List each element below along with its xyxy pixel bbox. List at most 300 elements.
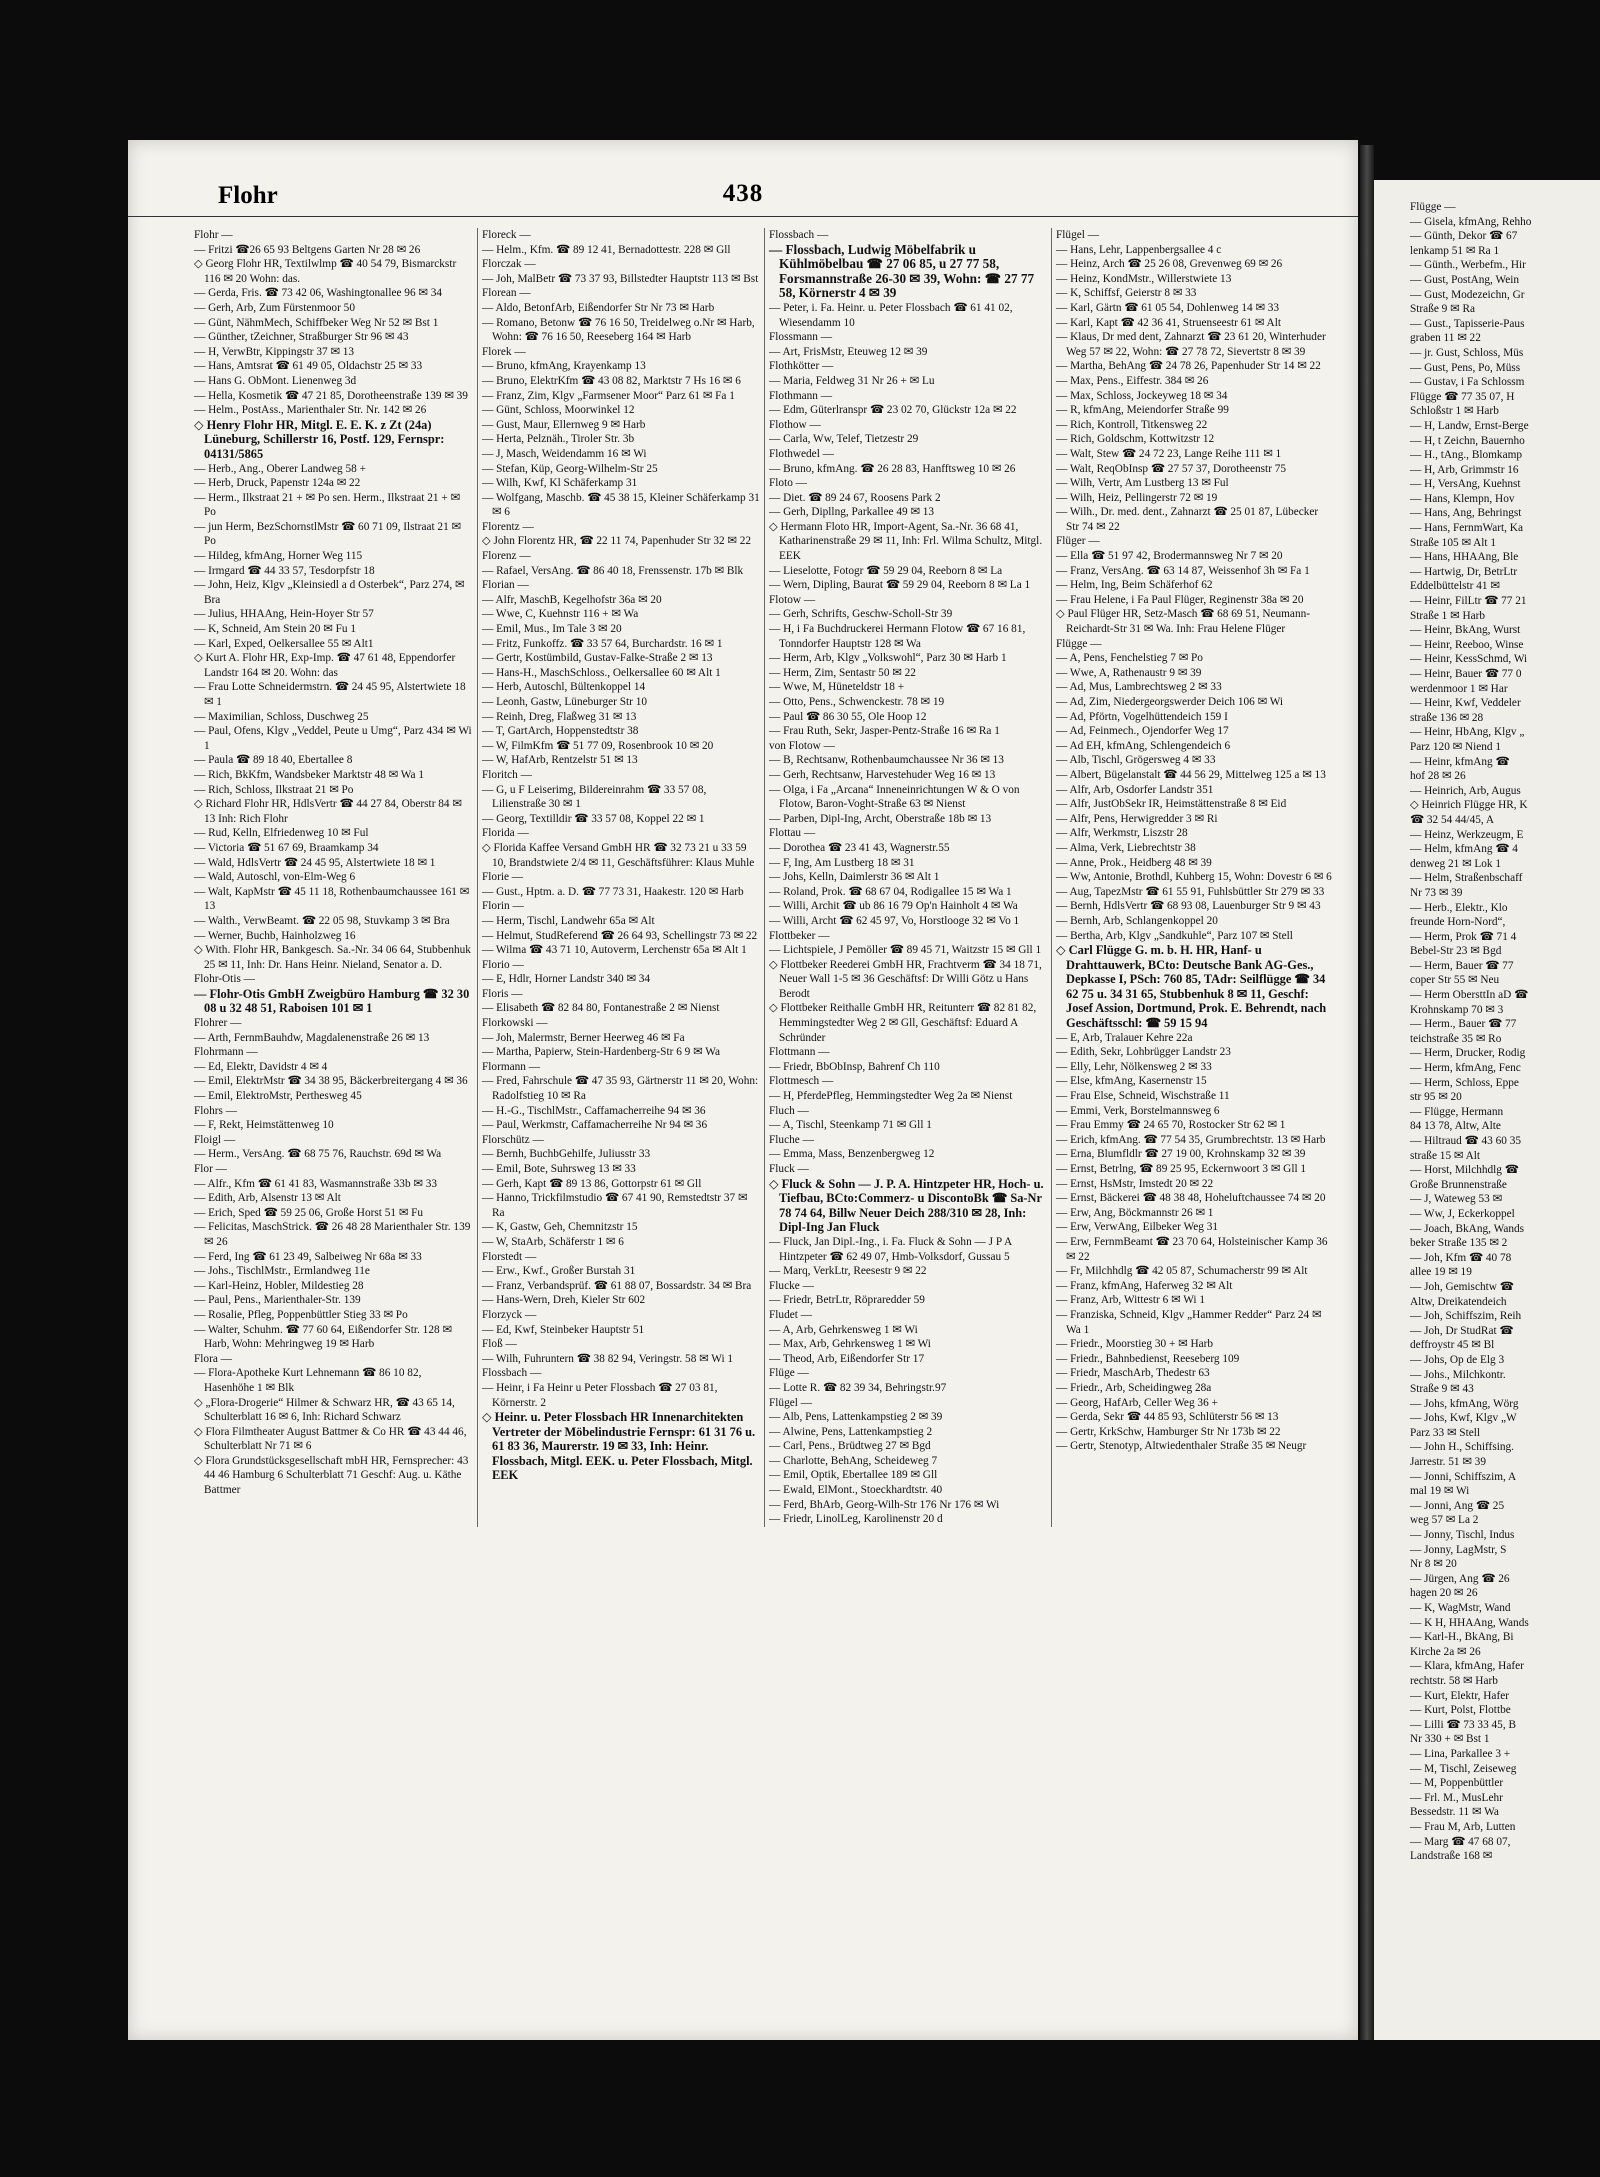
directory-entry: — Alfr, Arb, Osdorfer Landstr 351 [1056, 783, 1214, 796]
next-page-line: coper Str 55 ✉ Neu [1410, 974, 1500, 987]
next-page-line: freunde Horn-Nord“, [1410, 916, 1506, 929]
directory-entry: — Friedr., Bahnbedienst, Reeseberg 109 [1056, 1352, 1240, 1365]
directory-entry: — Wald, HdlsVertr ☎ 24 45 95, Alstertwiete 18 ✉ 1 [194, 856, 436, 869]
directory-entry: — Wilh, Kwf, Kl Schäferkamp 31 [482, 477, 638, 490]
directory-entry: — Edith, Sekr, Lohbrügger Landstr 23 [1056, 1046, 1231, 1059]
directory-entry: — Gerh, Rechtsanw, Harvestehuder Weg 16 ✉ 13 [769, 768, 996, 781]
next-page-line: — Marg ☎ 47 68 07, [1410, 1835, 1511, 1848]
next-page-line: Große Brunnenstraße [1410, 1178, 1507, 1191]
directory-entry: Flottmann — [769, 1046, 830, 1059]
next-page-line: — Herm, Drucker, Rodig [1410, 1047, 1526, 1060]
directory-entry: — Günt, Schloss, Moorwinkel 12 [482, 404, 635, 417]
directory-entry: Flor — [194, 1163, 227, 1175]
directory-entry: — Helm., Kfm. ☎ 89 12 41, Bernadottestr. 228 ✉ Gll [482, 243, 731, 256]
next-page-line: denweg 21 ✉ Lok 1 [1410, 857, 1502, 870]
directory-entry: — Reinh, Dreg, Flaßweg 31 ✉ 13 [482, 710, 637, 723]
directory-entry: — Helm., PostAss., Marienthaler Str. Nr. 142 ✉ 26 [194, 404, 427, 417]
directory-entry: — Dorothea ☎ 23 41 43, Wagnerstr.55 [769, 841, 950, 854]
next-page-line: ☎ 32 54 44/45, A [1410, 813, 1495, 826]
next-page-line: graben 11 ✉ 22 [1410, 332, 1481, 345]
next-page-line: Straße 9 ✉ Ra [1410, 303, 1475, 316]
directory-entry: Flothkötter — [769, 360, 834, 373]
next-page-line: Altw, Dreikatendeich [1410, 1295, 1507, 1308]
next-page-line: Bessedstr. 11 ✉ Wa [1410, 1806, 1499, 1819]
directory-column-1 [190, 228, 477, 1527]
next-page-line: — Heinr, Kwf, Veddeler [1410, 697, 1521, 710]
next-page-line: — Gust, PostAng, Wein [1410, 273, 1520, 286]
next-page-line: — Flügge, Hermann [1410, 1105, 1504, 1118]
directory-entry: — Herm, Arb, Klgv „Volkswohl“, Parz 30 ✉ Harb 1 [769, 652, 1007, 665]
directory-entry: — H, VerwBtr, Kippingstr 37 ✉ 13 [194, 345, 355, 358]
next-page-line: Krohnskamp 70 ✉ 3 [1410, 1003, 1504, 1016]
directory-entry: ◇ Florida Kaffee Versand GmbH HR ☎ 32 73 21 u 33 59 10, Brandstwiete 2/4 ✉ 11, Geschäftsführer: Klaus Muhle [482, 841, 755, 869]
directory-entry: — W, FilmKfm ☎ 51 77 09, Rosenbrook 10 ✉ 20 [482, 739, 714, 752]
directory-entry: — Johs, Kelln, Daimlerstr 36 ✉ Alt 1 [769, 871, 940, 884]
directory-entry: — Flohr-Otis GmbH Zweigbüro Hamburg ☎ 32 30 08 u 32 48 51, Raboisen 101 ✉ 1 [194, 986, 470, 1016]
next-page-line: — Frl. M., MusLehr [1410, 1791, 1503, 1804]
next-page-line: weg 57 ✉ La 2 [1410, 1514, 1479, 1527]
directory-entry: — Max, Arb, Gehrkensweg 1 ✉ Wi [769, 1338, 931, 1351]
directory-entry: — Hans G. ObMont. Lienenweg 3d [194, 374, 357, 387]
directory-entry: — Ad, Mus, Lambrechtsweg 2 ✉ 33 [1056, 681, 1222, 694]
directory-entry: — Gertr, KrkSchw, Hamburger Str Nr 173b ✉ 22 [1056, 1425, 1281, 1438]
directory-entry: Florzyck — [482, 1308, 537, 1321]
next-page-line: ◇ Heinrich Flügge HR, K [1410, 799, 1528, 812]
directory-entry: — Aug, TapezMstr ☎ 61 55 91, Fuhlsbüttler Str 279 ✉ 33 [1056, 885, 1325, 898]
directory-column-2 [477, 228, 764, 1527]
directory-entry: — Rich, Schloss, Ilkstraat 21 ✉ Po [194, 783, 354, 796]
directory-entry: — Erich, kfmAng. ☎ 77 54 35, Grumbrechtstr. 13 ✉ Harb [1056, 1133, 1326, 1146]
directory-entry: Florian — [482, 579, 529, 592]
directory-entry: — E, Arb, Tralauer Kehre 22a [1056, 1031, 1193, 1044]
directory-entry: — Friedr., Moorstieg 30 + ✉ Harb [1056, 1338, 1214, 1351]
directory-entry: Florczak — [482, 258, 536, 271]
next-page-line: mal 19 ✉ Wi [1410, 1485, 1470, 1498]
directory-entry: Floris — [482, 987, 523, 1000]
next-page-line: Eddelbüttelstr 41 ✉ [1410, 580, 1500, 593]
next-page-line: — Jonny, Tischl, Indus [1410, 1529, 1515, 1542]
directory-entry: — Günther, tZeichner, Straßburger Str 96 ✉ 43 [194, 331, 409, 344]
directory-entry: ◇ Flora Grundstücksgesellschaft mbH HR, Fernsprecher: 43 44 46 Hamburg 6 Schulterblatt 71 Geschf: Aug. u. Käthe Battmer [194, 1454, 469, 1497]
directory-entry: — Rich, Goldschm, Kottwitzstr 12 [1056, 433, 1215, 446]
directory-entry: — Franz, VersAng. ☎ 63 14 87, Weissenhof 3h ✉ Fa 1 [1056, 564, 1310, 577]
next-page-line: beker Straße 135 ✉ 2 [1410, 1237, 1508, 1250]
next-page-line: — Lina, Parkallee 3 + [1410, 1747, 1511, 1760]
next-page-line: Kirche 2a ✉ 26 [1410, 1645, 1481, 1658]
next-page-line: — Herm., Bauer ☎ 77 [1410, 1018, 1517, 1031]
next-page-line: — Herm, kfmAng, Fenc [1410, 1062, 1521, 1075]
directory-entry: — Paul, Werkmstr, Caffamacherreihe Nr 94 ✉ 36 [482, 1119, 708, 1132]
directory-entry: Flohr — [194, 229, 233, 241]
directory-entry: — Klaus, Dr med dent, Zahnarzt ☎ 23 61 20, Winterhuder Weg 57 ✉ 22, Wohn: ☎ 27 78 72, Sievertstr 8 ✉ 39 [1056, 331, 1326, 358]
directory-entry: Florek — [482, 345, 526, 358]
directory-entry: — Fred, Fahrschule ☎ 47 35 93, Gärtnerstr 11 ✉ 20, Wohn: Radolfstieg 10 ✉ Ra [482, 1075, 759, 1103]
directory-entry: — Herm, Tischl, Landwehr 65a ✉ Alt [482, 914, 655, 927]
directory-entry: Fludet — [769, 1308, 812, 1321]
directory-entry: — Irmgard ☎ 44 33 57, Tesdorpfstr 18 [194, 564, 375, 577]
directory-entry: — Ferd, Ing ☎ 61 23 49, Salbeiweg Nr 68a ✉ 33 [194, 1250, 422, 1263]
directory-entry: — Max, Pens., Eiffestr. 384 ✉ 26 [1056, 374, 1209, 387]
next-page-line: — Herm, Bauer ☎ 77 [1410, 959, 1514, 972]
directory-entry: — Alfr, Werkmstr, Liszstr 28 [1056, 827, 1188, 840]
directory-entry: — Alwine, Pens, Lattenkampstieg 2 [769, 1425, 933, 1438]
directory-entry: Flohrs — [194, 1104, 237, 1117]
directory-entry: — Aldo, BetonfArb, Eißendorfer Str Nr 73 ✉ Harb [482, 301, 715, 314]
next-page-line: hof 28 ✉ 26 [1410, 770, 1466, 783]
directory-entry: — Gertr, Kostümbild, Gustav-Falke-Straße 2 ✉ 13 [482, 652, 713, 665]
next-page-line: — Heinz, Werkzeugm, E [1410, 828, 1524, 841]
directory-entry: — Erw, FernmBeamt ☎ 23 70 64, Holsteinischer Kamp 36 ✉ 22 [1056, 1235, 1328, 1263]
directory-entry: — Julius, HHAAng, Hein-Hoyer Str 57 [194, 608, 374, 621]
directory-entry: — Herm., Ilkstraat 21 + ✉ Po sen. Herm., Ilkstraat 21 + ✉ Po [194, 491, 461, 519]
next-page-line: — Kurt, Polst, Flottbe [1410, 1704, 1511, 1717]
directory-entry: — Georg, Textilldir ☎ 33 57 08, Koppel 22 ✉ 1 [482, 812, 705, 825]
directory-entry: Florschütz — [482, 1133, 544, 1146]
next-page-line: — Gust, Pens, Po, Müss [1410, 361, 1521, 374]
directory-entry: — Walt, KapMstr ☎ 45 11 18, Rothenbaumchaussee 161 ✉ 13 [194, 885, 470, 913]
next-page-line: — H, t Zeichn, Bauernho [1410, 434, 1525, 447]
next-page-line: — Lilli ☎ 73 33 45, B [1410, 1718, 1517, 1731]
directory-entry: — Emil, Bote, Suhrsweg 13 ✉ 33 [482, 1163, 636, 1175]
directory-entry: — A, Tischl, Steenkamp 71 ✉ Gll 1 [769, 1119, 932, 1132]
directory-entry: — Erna, Blumfldlr ☎ 27 19 00, Krohnskamp 32 ✉ 39 [1056, 1148, 1306, 1161]
directory-entry: — Parben, Dipl-Ing, Archt, Oberstraße 18b ✉ 13 [769, 812, 992, 825]
next-page-line: — K H, HHAAng, Wands [1410, 1616, 1529, 1629]
directory-entry: — B, Rechtsanw, Rothenbaumchaussee Nr 36 ✉ 13 [769, 754, 1004, 767]
directory-entry: — Frau Helene, i Fa Paul Flüger, Reginenstr 38a ✉ 20 [1056, 593, 1304, 606]
directory-entry: — Karl, Gärtn ☎ 61 05 54, Dohlenweg 14 ✉ 33 [1056, 301, 1280, 314]
next-page-line: — Günth, Dekor ☎ 67 [1410, 230, 1518, 243]
next-page-line: deffroystr 45 ✉ Bl [1410, 1339, 1495, 1352]
page-header [128, 180, 1358, 217]
directory-entry: — Erich, Sped ☎ 59 25 06, Große Horst 51 ✉ Fu [194, 1206, 424, 1219]
directory-entry: — Franziska, Schneid, Klgv „Hammer Redder“ Parz 24 ✉ Wa 1 [1056, 1308, 1322, 1336]
directory-entry: — Wilma ☎ 43 71 10, Autoverm, Lerchenstr 65a ✉ Alt 1 [482, 944, 747, 957]
directory-entry: Floß — [482, 1338, 517, 1351]
directory-entry: Flossbach — [769, 229, 829, 241]
next-page-partial [1374, 180, 1600, 2040]
directory-entry: ◇ With. Flohr HR, Bankgesch. Sa.-Nr. 34 06 64, Stubbenhuk 25 ✉ 11, Inh: Dr. Hans Heinr. Nieland, Senator a. D. [194, 944, 471, 971]
directory-entry: — Ed, Elektr, Davidstr 4 ✉ 4 [194, 1060, 328, 1073]
directory-entry: — jun Herm, BezSchornstlMstr ☎ 60 71 09, Ilstraat 21 ✉ Po [194, 520, 462, 548]
directory-entry: Floto — [769, 477, 807, 490]
directory-entry: — Helm, Ing, Beim Schäferhof 62 [1056, 579, 1213, 592]
next-page-line: — K, WagMstr, Wand [1410, 1602, 1511, 1614]
directory-entry: Flohrer — [194, 1017, 242, 1030]
next-page-line: allee 19 ✉ 19 [1410, 1266, 1472, 1279]
directory-entry: Flügel — [769, 1396, 812, 1409]
directory-entry: — Stefan, Küp, Georg-Wilhelm-Str 25 [482, 462, 658, 475]
directory-entry: Flucke — [769, 1279, 814, 1292]
next-page-line: — Klara, kfmAng, Hafer [1410, 1660, 1524, 1673]
directory-entry: — Olga, i Fa „Arcana“ Inneneinrichtungen W & O von Flotow, Baron-Voght-Straße 63 ✉ Nienst [769, 783, 1020, 811]
directory-entry: — Arth, FernmBauhdw, Magdalenenstraße 26 ✉ 13 [194, 1031, 430, 1044]
directory-entry: — W, HafArb, Rentzelstr 51 ✉ 13 [482, 754, 638, 767]
next-page-line: Straße 105 ✉ Alt 1 [1410, 536, 1497, 549]
directory-entry: — Carla, Ww, Telef, Tietzestr 29 [769, 433, 919, 446]
next-page-line: Straße 9 ✉ 43 [1410, 1383, 1474, 1396]
next-page-line: Straße 1 ✉ Harb [1410, 609, 1486, 622]
directory-entry: — Alb, Tischl, Grögersweg 4 ✉ 33 [1056, 754, 1216, 767]
directory-entry: ◇ Richard Flohr HR, HdlsVertr ☎ 44 27 84, Oberstr 84 ✉ 13 Inh: Rich Flohr [194, 798, 462, 825]
directory-entry: — Rich, BkKfm, Wandsbeker Marktstr 48 ✉ Wa 1 [194, 768, 424, 781]
next-page-line: — J, Wateweg 53 ✉ [1410, 1193, 1503, 1206]
directory-entry: — H.-G., TischlMstr., Caffamacherreihe 94 ✉ 36 [482, 1104, 706, 1117]
directory-entry: — Erw., Kwf., Großer Burstah 31 [482, 1265, 636, 1278]
directory-entry: — Gerh, Arb, Zum Fürstenmoor 50 [194, 301, 355, 314]
directory-entry: — E, Hdlr, Horner Landstr 340 ✉ 34 [482, 973, 651, 986]
directory-entry: — Theod, Arb, Eißendorfer Str 17 [769, 1352, 925, 1365]
directory-entry: ◇ Georg Flohr HR, Textilwlmp ☎ 40 54 79, Bismarckstr 116 ✉ 20 Wohn: das. [194, 258, 457, 285]
next-page-line: — M, Tischl, Zeiseweg [1410, 1762, 1517, 1775]
next-page-line: str 95 ✉ 20 [1410, 1091, 1462, 1104]
directory-entry: — Frau Emmy ☎ 24 65 70, Rostocker Str 62 ✉ 1 [1056, 1119, 1286, 1132]
directory-entry: — Bruno, kfmAng. ☎ 26 28 83, Hanfftsweg 10 ✉ 26 [769, 462, 1016, 475]
directory-entry: — Karl, Kapt ☎ 42 36 41, Struenseestr 61 ✉ Alt [1056, 316, 1281, 329]
directory-entry: — Alfr, JustObSekr IR, Heimstättenstraße 8 ✉ Eid [1056, 798, 1287, 811]
next-page-line: Landstraße 168 ✉ [1410, 1850, 1493, 1863]
directory-entry: Flothow — [769, 418, 821, 431]
directory-entry: Flohr-Otis — [194, 973, 255, 986]
directory-entry: — Hildeg, kfmAng, Horner Weg 115 [194, 550, 363, 563]
directory-entry: — Bruno, ElektrKfm ☎ 43 08 82, Marktstr 7 Hs 16 ✉ 6 [482, 374, 741, 387]
directory-entry: — Walt, Stew ☎ 24 72 23, Lange Reihe 111 ✉ 1 [1056, 447, 1282, 460]
next-page-line: — Jonni, Ang ☎ 25 [1410, 1499, 1505, 1512]
directory-entry: — Gust, Maur, Ellernweg 9 ✉ Harb [482, 418, 646, 431]
directory-entry: — Emmi, Verk, Borstelmannsweg 6 [1056, 1104, 1220, 1117]
next-page-line: 84 13 78, Altw, Alte [1410, 1120, 1501, 1133]
directory-entry: — Fr, Milchhdlg ☎ 42 05 87, Schumacherstr 99 ✉ Alt [1056, 1265, 1308, 1278]
directory-entry: — Bernh, Arb, Schlangenkoppel 20 [1056, 914, 1218, 927]
directory-entry: — Art, FrisMstr, Eteuweg 12 ✉ 39 [769, 345, 928, 358]
directory-entry: — Herb, Druck, Papenstr 124a ✉ 22 [194, 477, 361, 490]
directory-entry: — Ewald, ElMont., Stoeckhardtstr. 40 [769, 1484, 943, 1497]
directory-entry: — Erw, Ang, Böckmannstr 26 ✉ 1 [1056, 1206, 1214, 1219]
next-page-line: — Ww, J, Eckerkoppel [1410, 1207, 1515, 1220]
directory-entry: Floritch — [482, 768, 532, 781]
next-page-line: — Johs., Milchkontr. [1410, 1368, 1506, 1381]
directory-entry: Flossbach — [482, 1367, 542, 1380]
directory-entry: Florstedt — [482, 1250, 537, 1263]
next-page-line: Parz 33 ✉ Stell [1410, 1426, 1481, 1439]
directory-entry: — Alma, Verk, Liebrechtstr 38 [1056, 841, 1196, 854]
directory-entry: — Walt, ReqObInsp ☎ 27 57 37, Dorotheenstr 75 [1056, 462, 1287, 475]
directory-entry: — Werner, Buchb, Hainholzweg 16 [194, 929, 356, 942]
directory-entry: — Joh, MalBetr ☎ 73 37 93, Billstedter Hauptstr 113 ✉ Bst [482, 272, 759, 285]
next-page-line: — Hans, Ang, Behringst [1410, 507, 1522, 520]
directory-entry: ◇ Flottbeker Reederei GmbH HR, Frachtverm ☎ 34 18 71, Neuer Wall 1-5 ✉ 36 Geschäftsf: Dr Willi Götz u Hans Berodt [769, 958, 1042, 1000]
directory-entry: Florenz — [482, 550, 531, 563]
directory-entry: — H, i Fa Buchdruckerei Hermann Flotow ☎ 67 16 81, Tonndorfer Hauptstr 128 ✉ Wa [769, 623, 1026, 650]
next-page-line: Parz 120 ✉ Niend 1 [1410, 740, 1502, 753]
directory-entry: — Ella ☎ 51 97 42, Brodermannsweg Nr 7 ✉ 20 [1056, 550, 1283, 563]
directory-entry: Florkowski — [482, 1017, 548, 1030]
directory-entry: Flüger — [1056, 535, 1100, 548]
next-page-line: Bebel-Str 23 ✉ Bgd [1410, 945, 1502, 958]
directory-entry: Flottau — [769, 827, 816, 840]
directory-entry: — Walter, Schuhm. ☎ 77 60 64, Eißendorfer Str. 128 ✉ Harb, Wohn: Mehringweg 19 ✉ Harb [194, 1323, 452, 1351]
next-page-line: straße 15 ✉ Alt [1410, 1149, 1481, 1162]
directory-entry: ◇ Fluck & Sohn — J. P. A. Hintzpeter HR, Hoch- u. Tiefbau, BCto:Commerz- u DiscontoBk ☎ Sa-Nr 78 74 64, Billw Neuer Deich 288/310 ✉ 28, Inh: Dipl-Ing Jan Fluck [769, 1176, 1044, 1235]
next-page-line: — H., tAng., Blomkamp [1410, 449, 1523, 462]
next-page-line: — Joh, Dr StudRat ☎ [1410, 1324, 1514, 1337]
next-page-line: hagen 20 ✉ 26 [1410, 1587, 1478, 1600]
next-page-line: werdenmoor 1 ✉ Har [1410, 682, 1508, 695]
directory-page [128, 140, 1358, 2040]
directory-entry: — Albert, Bügelanstalt ☎ 44 56 29, Mittelweg 125 a ✉ 13 [1056, 768, 1326, 781]
next-page-line: — Herb., Elektr., Klo [1410, 901, 1508, 914]
directory-entry: — Friedr, MaschArb, Thedestr 63 [1056, 1367, 1210, 1380]
directory-entry: — H, PferdePfleg, Hemmingstedter Weg 2a ✉ Nienst [769, 1090, 1013, 1103]
next-page-line: — Heinr, HbAng, Klgv „ [1410, 726, 1525, 739]
directory-entry: Florida — [482, 827, 529, 840]
directory-entry: — A, Arb, Gehrkensweg 1 ✉ Wi [769, 1323, 918, 1336]
directory-entry: — Günt, NähmMech, Schiffbeker Weg Nr 52 ✉ Bst 1 [194, 316, 439, 329]
directory-entry: — Bernh, BuchbGehilfe, Juliusstr 33 [482, 1148, 651, 1161]
directory-entry: — Hans, Lehr, Lappenbergsallee 4 c [1056, 243, 1222, 256]
next-page-line: — Herm ObersttIn aD ☎ [1410, 989, 1529, 1002]
next-page-line: — Herm, Schloss, Eppe [1410, 1076, 1519, 1089]
directory-entry: — Wilh., Dr. med. dent., Zahnarzt ☎ 25 01 87, Lübecker Str 74 ✉ 22 [1056, 506, 1319, 533]
directory-entry: — Alfr, Pens, Herwigredder 3 ✉ Ri [1056, 812, 1218, 825]
directory-entry: — Karl, Exped, Oelkersallee 55 ✉ Alt1 [194, 637, 374, 650]
directory-entry: — Marq, VerkLtr, Reesestr 9 ✉ 22 [769, 1265, 927, 1278]
next-page-line: straße 136 ✉ 28 [1410, 711, 1484, 724]
directory-entry: — Rosalie, Pfleg, Poppenbüttler Stieg 33 ✉ Po [194, 1308, 408, 1321]
directory-entry: — G, u F Leiserimg, Bildereinrahm ☎ 33 57 08, Lilienstraße 30 ✉ 1 [482, 783, 707, 811]
directory-entry: — Franz, kfmAng, Haferweg 32 ✉ Alt [1056, 1279, 1233, 1292]
directory-entry: — Helmut, StudReferend ☎ 26 64 93, Schellingstr 73 ✉ 22 [482, 929, 758, 942]
directory-entry: — Alfr, MaschB, Kegelhofstr 36a ✉ 20 [482, 593, 662, 606]
directory-entry: — Peter, i. Fa. Heinr. u. Peter Flossbach ☎ 61 41 02, Wiesendamm 10 [769, 301, 1013, 329]
next-page-line: Nr 330 + ✉ Bst 1 [1410, 1733, 1490, 1746]
directory-entry: — Franz, Verbandsprüf. ☎ 61 88 07, Bossardstr. 34 ✉ Bra [482, 1279, 752, 1292]
next-page-line: — Johs, Kwf, Klgv „W [1410, 1412, 1517, 1425]
directory-entry: Florean — [482, 287, 531, 300]
directory-entry: — T, GartArch, Hoppenstedtstr 38 [482, 725, 639, 738]
directory-entry: — Willi, Archit ☎ ub 86 16 79 Op'n Hainholt 4 ✉ Wa [769, 900, 1018, 913]
next-page-line: — Hiltraud ☎ 43 60 35 [1410, 1135, 1522, 1147]
directory-entry: Flora — [194, 1352, 232, 1365]
next-page-line: — Günth., Werbefm., Hir [1410, 259, 1526, 272]
directory-entry: Flothwedel — [769, 447, 834, 460]
next-page-line: Nr 8 ✉ 20 [1410, 1558, 1457, 1571]
directory-entry: — Maria, Feldweg 31 Nr 26 + ✉ Lu [769, 374, 935, 387]
directory-entry: ◇ Flora Filmtheater August Battmer & Co HR ☎ 43 44 46, Schulterblatt Nr 71 ✉ 6 [194, 1425, 467, 1453]
directory-entry: — Friedr, BetrLtr, Röpraredder 59 [769, 1294, 925, 1307]
next-page-line: — Heinrich, Arb, Augus [1410, 784, 1521, 797]
next-page-column [1410, 200, 1600, 1864]
next-page-line: — Heinr, KessSchmd, Wi [1410, 653, 1528, 666]
directory-entry: — Charlotte, BehAng, Scheideweg 7 [769, 1454, 938, 1467]
directory-entry: — Herb., Ang., Oberer Landweg 58 + [194, 462, 367, 475]
directory-entry: — Gertr, Stenotyp, Altwiedenthaler Straße 35 ✉ Neugr [1056, 1440, 1307, 1453]
next-page-line: Schloßstr 1 ✉ Harb [1410, 405, 1499, 418]
directory-entry: — Bertha, Arb, Klgv „Sandkuhle“, Parz 107 ✉ Stell [1056, 929, 1293, 942]
directory-entry: Flothmann — [769, 389, 833, 402]
directory-entry: — Diet. ☎ 89 24 67, Roosens Park 2 [769, 491, 941, 504]
directory-entry: — Roland, Prok. ☎ 68 67 04, Rodigallee 15 ✉ Wa 1 [769, 885, 1012, 898]
directory-entry: — Max, Schloss, Jockeyweg 18 ✉ 34 [1056, 389, 1228, 402]
directory-entry: — Ernst, HsMstr, Imstedt 20 ✉ 22 [1056, 1177, 1214, 1190]
next-page-line: — Joach, BkAng, Wands [1410, 1222, 1525, 1235]
directory-entry: — Martha, BehAng ☎ 24 78 26, Papenhuder Str 14 ✉ 22 [1056, 360, 1321, 373]
directory-entry: — Heinr, i Fa Heinr u Peter Flossbach ☎ 27 03 81, Körnerstr. 2 [482, 1381, 718, 1409]
next-page-line: — Heinr, BkAng, Wurst [1410, 624, 1521, 637]
directory-entry: ◇ Henry Flohr HR, Mitgl. E. E. K. z Zt (24a) Lüneburg, Schillerstr 16, Postf. 129, Fernspr: 04131/5865 [194, 417, 445, 461]
directory-entry: — Herm, Zim, Sentastr 50 ✉ 22 [769, 666, 916, 679]
directory-entry: — Bruno, kfmAng, Krayenkamp 13 [482, 360, 646, 373]
directory-entry: — Frau Lotte Schneidermstrn. ☎ 24 45 95, Alstertwiete 18 ✉ 1 [194, 681, 466, 708]
directory-entry: Flügge — [1056, 637, 1102, 650]
directory-entry: Flottbeker — [769, 929, 830, 942]
next-page-line: — Helm, Straßenbschaff [1410, 872, 1523, 885]
directory-entry: — Elisabeth ☎ 82 84 80, Fontanestraße 2 ✉ Nienst [482, 1002, 720, 1015]
directory-entry: Floreck — [482, 229, 531, 241]
directory-entry: — Ernst, Bäckerei ☎ 48 38 48, Hoheluftchaussee 74 ✉ 20 [1056, 1192, 1326, 1205]
directory-entry: — Herb, Autoschl, Bültenkoppel 14 [482, 681, 646, 694]
directory-entry: — Wwe, C, Kuehnstr 116 + ✉ Wa [482, 608, 639, 621]
next-page-line: teichstraße 35 ✉ Ro [1410, 1032, 1502, 1045]
directory-entry: ◇ Flottbeker Reithalle GmbH HR, Reitunterr ☎ 82 81 82, Hemmingstedter Weg 2 ✉ Gll, Geschäftsf: Eduard A Schründer [769, 1002, 1037, 1044]
directory-entry: Flüge — [769, 1367, 809, 1380]
next-page-line: — Hartwig, Dr, BetrLtr [1410, 565, 1518, 578]
directory-entry: — Maximilian, Schloss, Duschweg 25 [194, 710, 369, 723]
directory-entry: — Willi, Archt ☎ 62 45 97, Vo, Horstlooge 32 ✉ Vo 1 [769, 914, 1020, 927]
directory-entry: — A, Pens, Fenchelstieg 7 ✉ Po [1056, 652, 1203, 665]
directory-entry: Florentz — [482, 520, 534, 533]
next-page-line: — Gustav, i Fa Schlossm [1410, 376, 1525, 389]
directory-entry: — F, Ing, Am Lustberg 18 ✉ 31 [769, 856, 915, 869]
directory-entry: — John, Heiz, Klgv „Kleinsiedl a d Osterbek“, Parz 274, ✉ Bra [194, 579, 465, 606]
next-page-line: — Heinr, Reeboo, Winse [1410, 638, 1524, 651]
next-page-line: — Gust, Modezeichn, Gr [1410, 288, 1525, 301]
next-page-line: — Joh, Gemischtw ☎ [1410, 1280, 1514, 1293]
directory-entry: ◇ Paul Flüger HR, Setz-Masch ☎ 68 69 51, Neumann-Reichardt-Str 31 ✉ Wa. Inh: Frau Helene Flüger [1056, 608, 1310, 636]
directory-entry: — Heinz, Arch ☎ 25 26 08, Grevenweg 69 ✉ 26 [1056, 258, 1283, 271]
directory-entry: — Gerh, Schrifts, Geschw-Scholl-Str 39 [769, 608, 953, 621]
directory-entry: ◇ „Flora-Drogerie“ Hilmer & Schwarz HR, ☎ 43 65 14, Schulterblatt 16 ✉ 6, Inh: Richard Schwarz [194, 1396, 455, 1424]
next-page-line: — H, Landw, Ernst-Berge [1410, 419, 1529, 432]
directory-entry: ◇ Hermann Floto HR, Import-Agent, Sa.-Nr. 36 68 41, Katharinenstraße 29 ✉ 11, Inh: Frl. Wilma Schultz, Mitgl. EEK [769, 520, 1043, 563]
next-page-line: — Johs, Op de Elg 3 [1410, 1353, 1505, 1366]
directory-entry: — Georg, HafArb, Celler Weg 36 + [1056, 1396, 1218, 1409]
directory-entry: — Gerh, Kapt ☎ 89 13 86, Gottorpstr 61 ✉ Gll [482, 1177, 702, 1190]
directory-entry: ◇ Kurt A. Flohr HR, Exp-Imp. ☎ 47 61 48, Eppendorfer Landstr 164 ✉ 20. Wohn: das [194, 652, 456, 679]
directory-entry: Florio — [482, 958, 524, 971]
directory-entry: — Paula ☎ 89 18 40, Ebertallee 8 [194, 754, 353, 767]
directory-entry: — Ed, Kwf, Steinbeker Hauptstr 51 [482, 1323, 645, 1336]
directory-column-3 [764, 228, 1051, 1527]
directory-entry: ◇ Carl Flügge G. m. b. H. HR, Hanf- u Drahttauwerk, BCto: Deutsche Bank AG-Ges., Depkasse I, PSch: 760 85, TAdr: Seilflügge ☎ 34 62 75 u. 34 31 65, Stubbenhuk 8 ✉ 11, Geschf: Josef Assion, Dortmund, Prok. E. Behrendt, nach Geschäftsschl: ☎ 59 15 94 [1056, 943, 1327, 1031]
directory-entry: — Felicitas, MaschStrick. ☎ 26 48 28 Marienthaler Str. 139 ✉ 26 [194, 1221, 471, 1248]
directory-entry: — Franz, Arb, Wittestr 6 ✉ Wi 1 [1056, 1294, 1206, 1307]
directory-entry: — Herm., VersAng. ☎ 68 75 76, Rauchstr. 69d ✉ Wa [194, 1148, 442, 1161]
next-page-line: — Jonny, LagMstr, S [1410, 1543, 1507, 1556]
directory-entry: — Emil, Mus., Im Tale 3 ✉ 20 [482, 623, 622, 636]
book-gutter [1360, 145, 1374, 2040]
next-page-line: — Frau M, Arb, Lutten [1410, 1820, 1516, 1833]
directory-entry: — Leonh, Gastw, Lüneburger Str 10 [482, 696, 648, 708]
directory-entry: — Alb, Pens, Lattenkampstieg 2 ✉ 39 [769, 1411, 943, 1424]
directory-entry: — Hanno, Trickfilmstudio ☎ 67 41 90, Remstedtstr 37 ✉ Ra [482, 1192, 748, 1219]
directory-entry: Flossmann — [769, 331, 833, 344]
next-page-line: — John H., Schiffsing. [1410, 1441, 1514, 1454]
directory-entry: — Rud, Kelln, Elfriedenweg 10 ✉ Ful [194, 827, 369, 840]
directory-entry: — Paul, Ofens, Klgv „Veddel, Peute u Umg“, Parz 434 ✉ Wi 1 [194, 725, 472, 752]
directory-entry: Fluche — [769, 1133, 814, 1146]
directory-columns [190, 228, 1338, 1527]
